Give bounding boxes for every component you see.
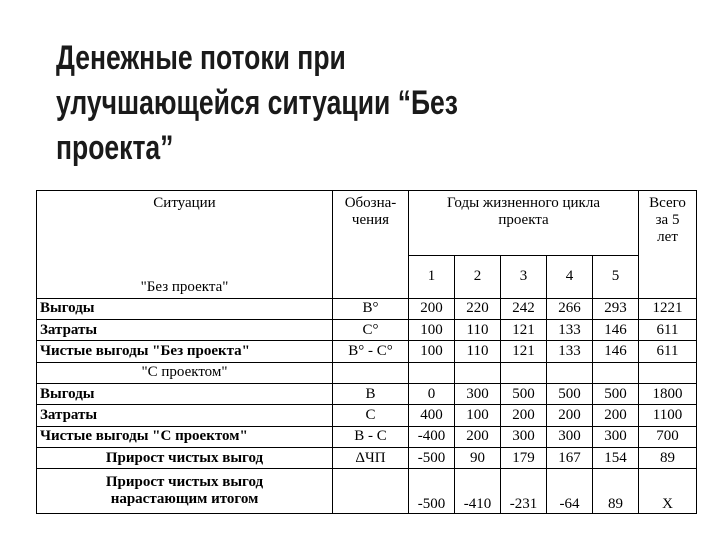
table-row [37,298,697,319]
empty-cell [639,362,697,383]
row-label: Прирост чистых выгод [37,447,333,468]
value-cell: 400 [409,405,455,426]
value-cell: 200 [455,426,501,447]
section-with-project-label: "С проектом" [37,362,333,383]
value-cell: 146 [593,319,639,340]
table-row [37,319,697,340]
year-cell: 5 [593,256,639,299]
value-cell: 110 [455,319,501,340]
value-cell: -500 [409,469,455,514]
value-cell: 200 [593,405,639,426]
row-label: Затраты [37,405,333,426]
value-cell: 500 [547,383,593,404]
value-cell: 179 [501,447,547,468]
year-cell: 1 [409,256,455,299]
row-symbol: B° [333,298,409,319]
value-cell: 200 [501,405,547,426]
row-symbol: B [333,383,409,404]
value-cell: 220 [455,298,501,319]
empty-cell [455,362,501,383]
row-symbol: B° - C° [333,341,409,362]
title-line-2: улучшающейся ситуации “Без [56,84,458,122]
value-cell: 500 [501,383,547,404]
value-cell: 100 [409,319,455,340]
cash-flow-table [36,190,697,514]
row-label: Затраты [37,319,333,340]
value-cell: 121 [501,341,547,362]
year-cell: 3 [501,256,547,299]
value-cell: 100 [455,405,501,426]
header-situations: Ситуации [153,195,216,211]
total-cell: 1800 [639,383,697,404]
row-label: Прирост чистых выгод нарастающим итогом [37,469,333,514]
value-cell: 300 [455,383,501,404]
total-cell: 700 [639,426,697,447]
empty-cell [593,362,639,383]
row-label: Выгоды [37,298,333,319]
value-cell: 266 [547,298,593,319]
value-cell: 500 [593,383,639,404]
row-label: Чистые выгоды "Без проекта" [37,341,333,362]
table-row [37,447,697,468]
value-cell: 110 [455,341,501,362]
value-cell: 200 [409,298,455,319]
row-symbol: ΔЧП [333,447,409,468]
header-years-title: Годы жизненного цикла проекта [409,191,639,256]
value-cell: 300 [501,426,547,447]
empty-cell [409,362,455,383]
header-designations: Обозна- чения [333,191,409,299]
table-row [37,426,697,447]
row-symbol: C [333,405,409,426]
value-cell: 0 [409,383,455,404]
total-cell: 611 [639,319,697,340]
table-row [37,341,697,362]
total-cell: 89 [639,447,697,468]
empty-cell [333,362,409,383]
value-cell: 133 [547,319,593,340]
row-label: Выгоды [37,383,333,404]
value-cell: 146 [593,341,639,362]
table-row [37,405,697,426]
header-situations-cell [37,191,333,299]
table-header-row [37,191,697,256]
total-cell: X [639,469,697,514]
value-cell: -410 [455,469,501,514]
title-line-1: Денежные потоки при [56,39,346,77]
value-cell: 133 [547,341,593,362]
header-total: Всего за 5 лет [639,191,697,299]
value-cell: 200 [547,405,593,426]
value-cell: 167 [547,447,593,468]
empty-cell [547,362,593,383]
value-cell: 121 [501,319,547,340]
row-symbol: B - C [333,426,409,447]
value-cell: 242 [501,298,547,319]
value-cell: 154 [593,447,639,468]
year-cell: 2 [455,256,501,299]
total-cell: 611 [639,341,697,362]
title-line-3: проекта” [56,129,174,167]
value-cell: -64 [547,469,593,514]
empty-cell [501,362,547,383]
year-cell: 4 [547,256,593,299]
value-cell: 100 [409,341,455,362]
slide-title [56,36,524,171]
value-cell: 293 [593,298,639,319]
total-cell: 1100 [639,405,697,426]
value-cell: -231 [501,469,547,514]
value-cell: 90 [455,447,501,468]
value-cell: 300 [593,426,639,447]
section-row [37,362,697,383]
row-symbol [333,469,409,514]
value-cell: 300 [547,426,593,447]
row-symbol: C° [333,319,409,340]
value-cell: -500 [409,447,455,468]
section-no-project-label: "Без проекта" [140,278,229,295]
value-cell: 89 [593,469,639,514]
total-cell: 1221 [639,298,697,319]
table-row [37,469,697,514]
value-cell: -400 [409,426,455,447]
row-label: Чистые выгоды "С проектом" [37,426,333,447]
table-row [37,383,697,404]
